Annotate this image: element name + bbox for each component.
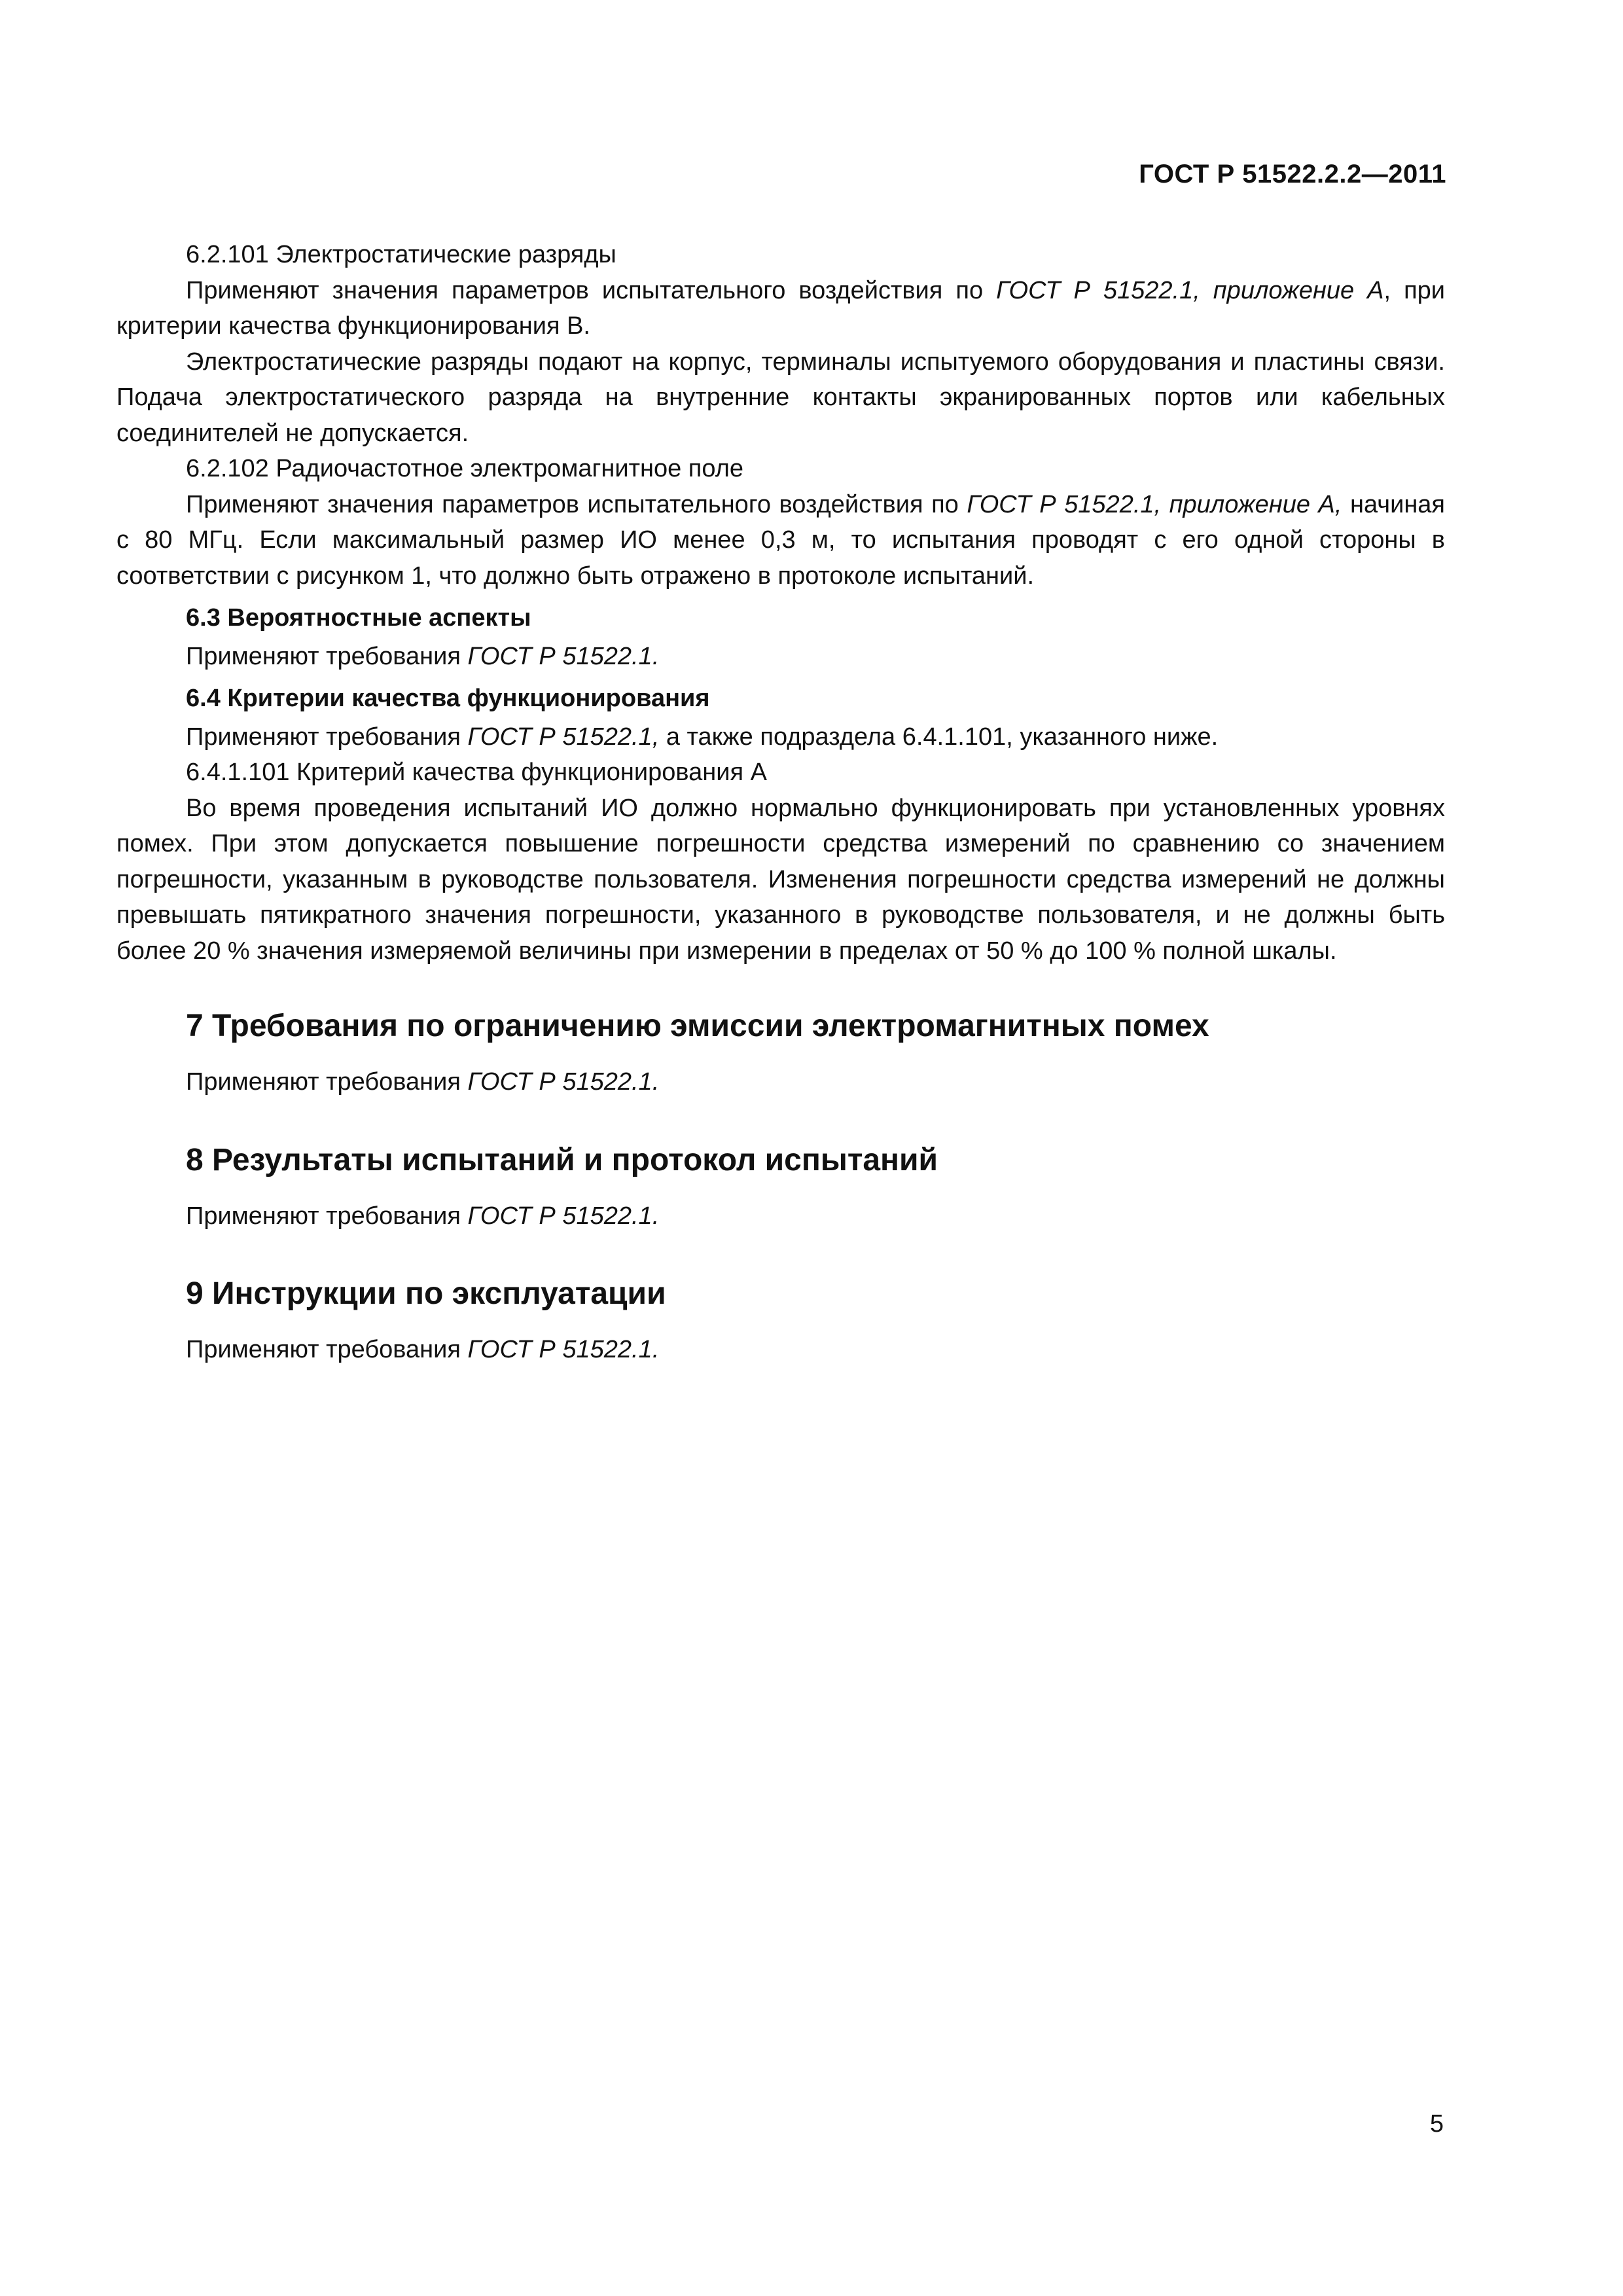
- subsection-title-6-4-1-101: 6.4.1.101 Критерий качества функционирования А: [186, 759, 767, 786]
- subsection-title-6-4: 6.4 Критерии качества функционирования: [186, 685, 710, 712]
- paragraph-9: [116, 1332, 1445, 1368]
- paragraph-6-2-101-discharge-application: Электростатические разряды подают на корпус, терминалы испытуемого оборудования и пластины связи. Подача электростатического разряда на внутренние контакты экранированных портов или кабельных соединителей не допускается.: [116, 348, 1445, 447]
- document-code: ГОСТ Р 51522.2.2—2011: [1139, 160, 1446, 188]
- text-run: Применяют требования: [186, 1068, 468, 1096]
- subsection-title-6-2-101: 6.2.101 Электростатические разряды: [186, 241, 616, 268]
- page-content: [116, 237, 1445, 1368]
- standard-reference: ГОСТ Р 51522.1.: [467, 1336, 660, 1363]
- text-run: Применяют требования: [186, 1336, 468, 1363]
- text-run: Применяют значения параметров испытательного воздействия по: [186, 276, 997, 304]
- section-title-8: 8 Результаты испытаний и протокол испытаний: [186, 1142, 938, 1177]
- standard-reference: ГОСТ Р 51522.1, приложение А,: [967, 490, 1342, 518]
- paragraph-8: [116, 1198, 1445, 1234]
- text-run: Применяют требования: [186, 1202, 468, 1230]
- text-run: а также подраздела 6.4.1.101, указанного ниже.: [659, 723, 1219, 751]
- standard-reference: ГОСТ Р 51522.1.: [467, 1202, 660, 1230]
- paragraph-6-4: [116, 719, 1445, 755]
- standard-reference: ГОСТ Р 51522.1.: [467, 1068, 660, 1096]
- text-run: Применяют требования: [186, 723, 468, 751]
- text-run: Применяют требования: [186, 642, 468, 670]
- subsection-title-6-3: 6.3 Вероятностные аспекты: [186, 604, 531, 632]
- page-number: 5: [1429, 2110, 1444, 2138]
- section-title-7: 7 Требования по ограничению эмиссии электромагнитных помех: [186, 1009, 1209, 1043]
- paragraph-6-4-1-101: Во время проведения испытаний ИО должно нормально функционировать при установленных уровнях помех. При этом допускается повышение погрешности средства измерений по сравнению со значением погрешности, указанным в руководстве пользователя. Изменения погрешности средства измерений не должны превышать пятикратного значения погрешности, указанного в руководстве пользователя, и не должны быть более 20 % значения измеряемой величины при измерении в пределах от 50 % до 100 % полной шкалы.: [116, 794, 1445, 965]
- text-run: начиная с 80 МГц. Если максимальный размер ИО менее 0,3 м, то испытания проводят с его одной стороны в соответствии с рисунком 1, что должно быть отражено в протоколе испытаний.: [116, 490, 1446, 590]
- standard-reference: ГОСТ Р 51522.1, приложение А: [996, 276, 1384, 304]
- subsection-title-6-2-102: 6.2.102 Радиочастотное электромагнитное поле: [186, 455, 743, 482]
- paragraph-6-3: [116, 639, 1445, 675]
- standard-reference: ГОСТ Р 51522.1,: [467, 723, 660, 751]
- paragraph-6-2-102-parameters: [116, 487, 1445, 594]
- paragraph-6-2-101-parameters: [116, 273, 1445, 344]
- paragraph-7: [116, 1064, 1445, 1100]
- text-run: , при критерии качества функционирования В.: [116, 276, 1446, 340]
- section-title-9: 9 Инструкции по эксплуатации: [186, 1276, 666, 1311]
- standard-reference: ГОСТ Р 51522.1.: [467, 642, 660, 670]
- text-run: Применяют значения параметров испытательного воздействия по: [186, 490, 967, 518]
